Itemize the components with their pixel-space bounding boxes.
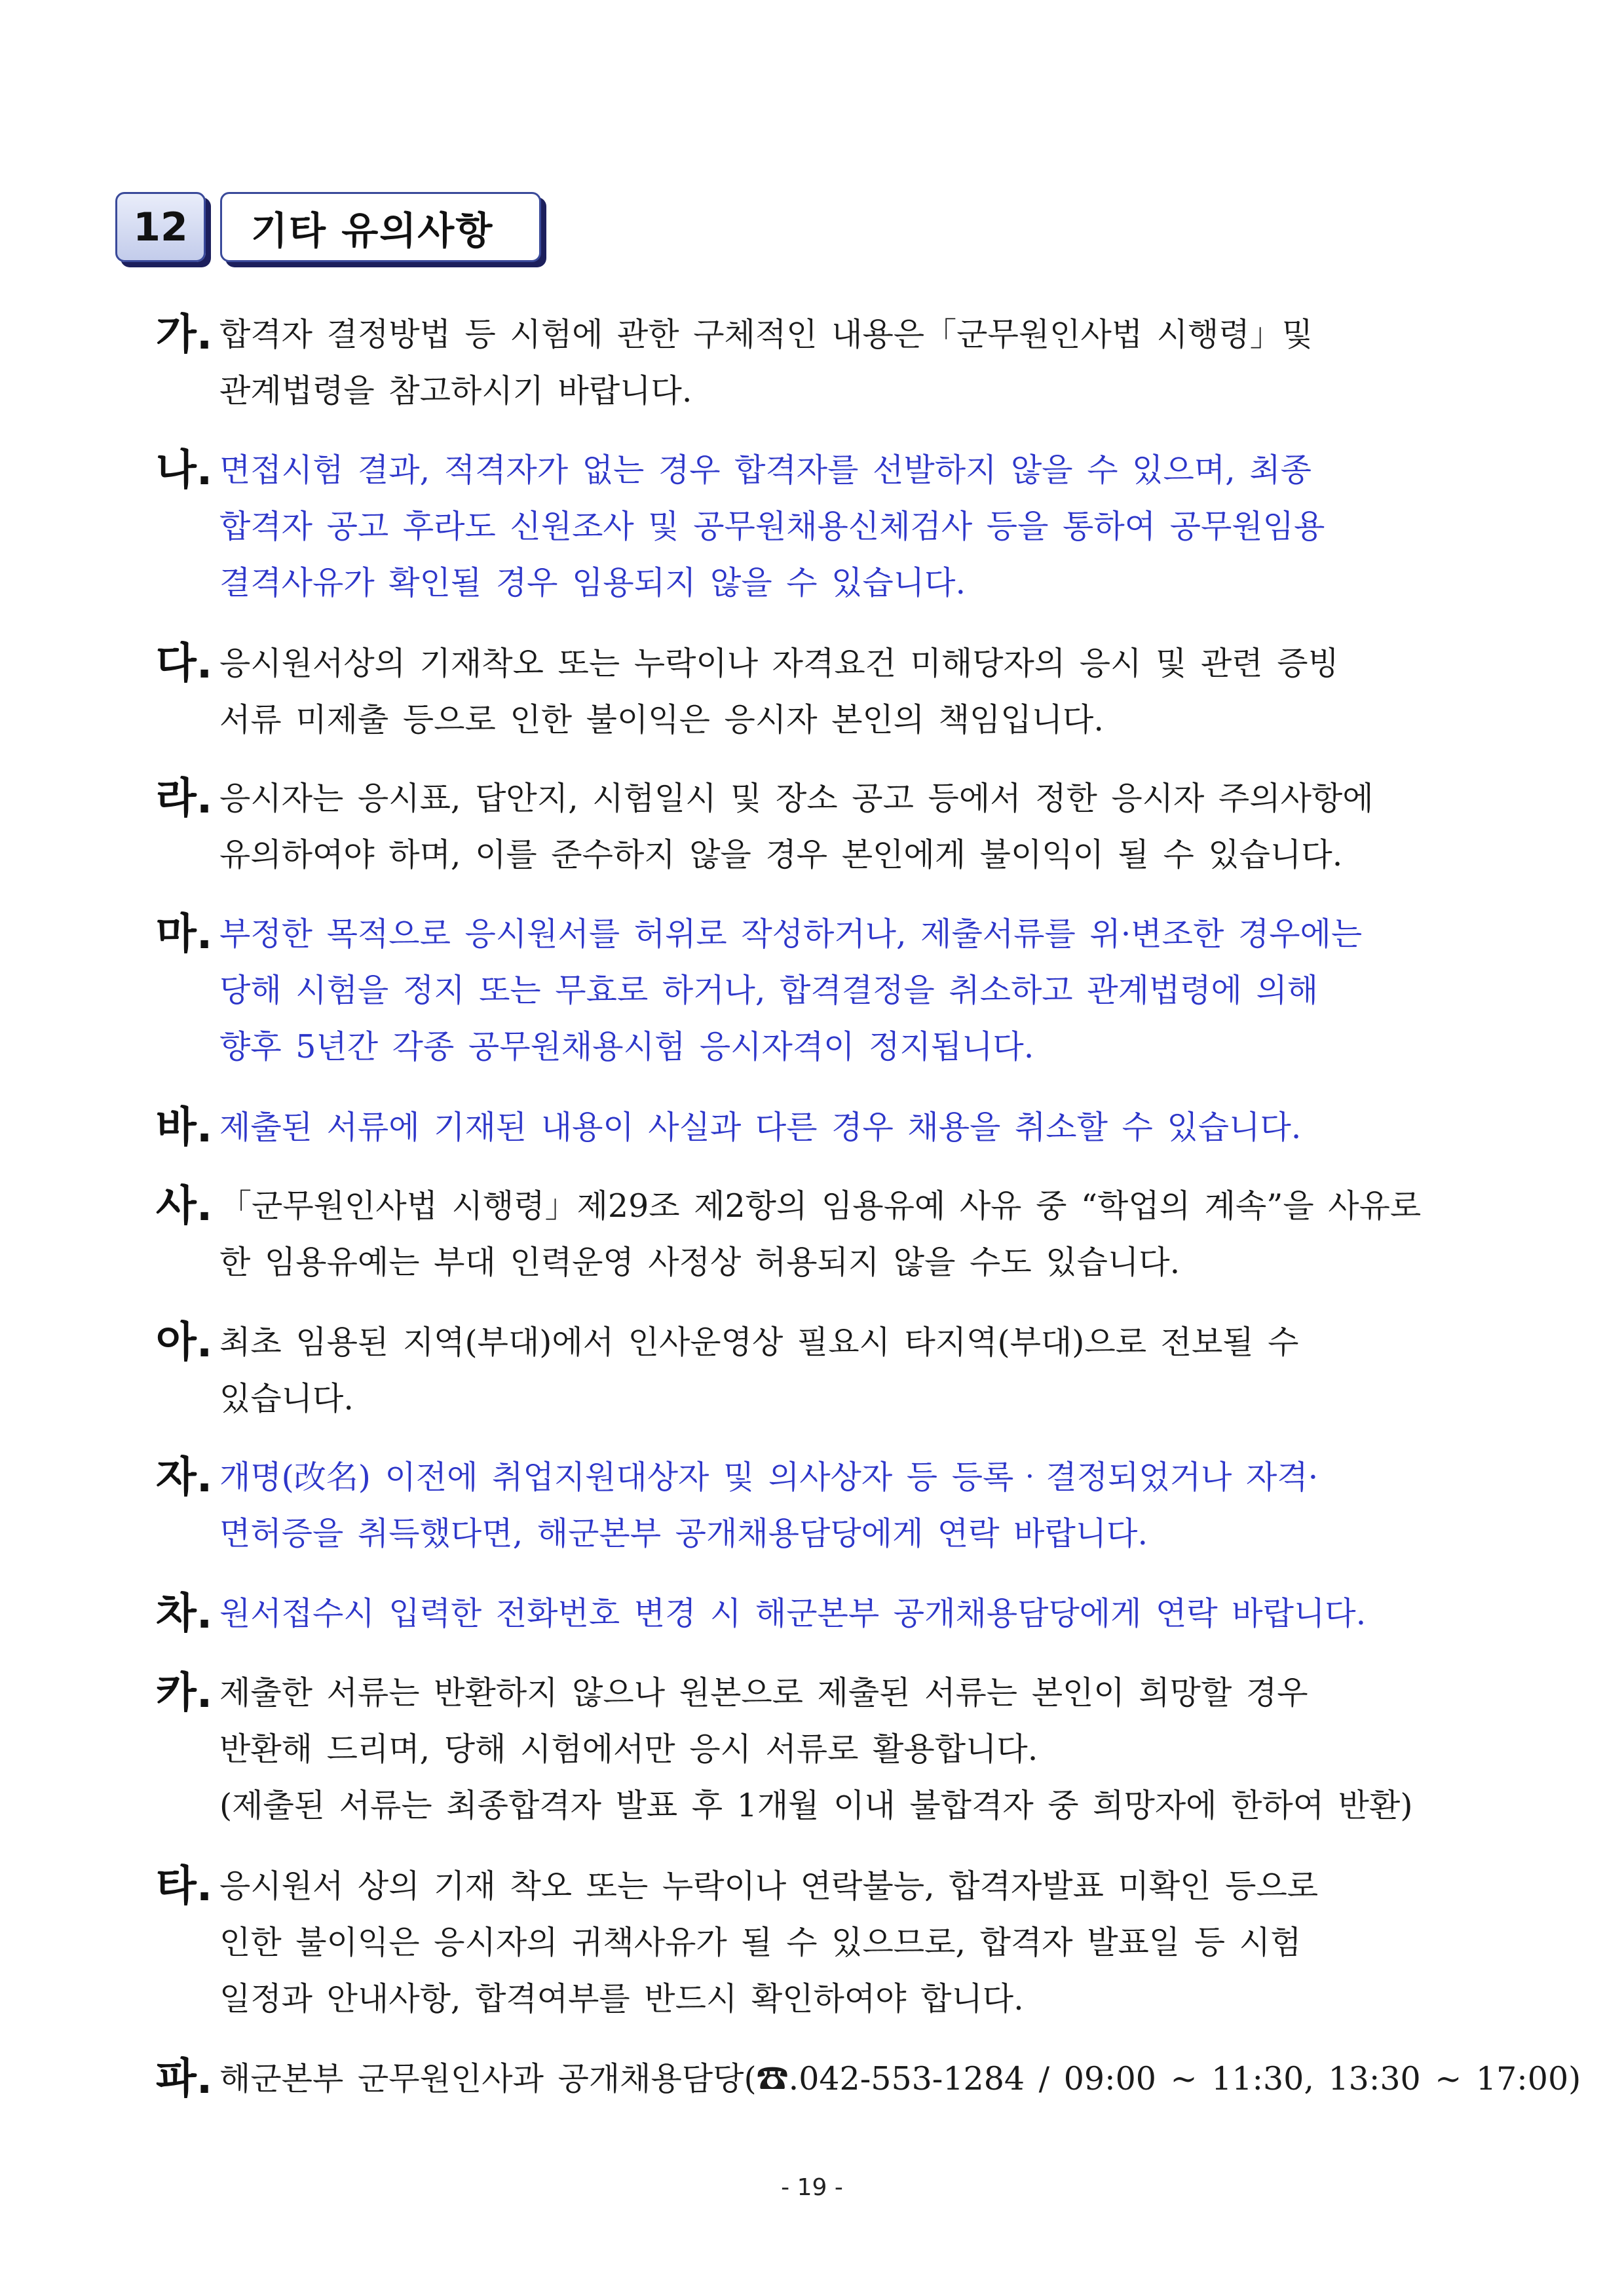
item-text: 합격자 결정방법 등 시험에 관한 구체적인 내용은「군무원인사법 시행령」및 관계법령을 참고하시기 바랍니다. (219, 316, 1313, 410)
notice-item-da (156, 636, 1486, 748)
item-text: 개명(改名) 이전에 취업지원대상자 및 의사상자 등 등록‧결정되었거나 자격· 면허증을 취득했다면, 해군본부 공개채용담당에게 연락 바랍니다. (219, 1459, 1319, 1552)
item-text: 해군본부 군무원인사과 공개채용담당(☎.042-553-1284 / 09:00 ~ 11:30, 13:30 ~ 17:00) (219, 2060, 1581, 2097)
notice-item-ta (156, 1858, 1486, 2027)
item-marker: 아. (156, 1318, 213, 1367)
notice-item-pa (156, 2051, 1581, 2107)
notice-item-na (156, 442, 1486, 611)
item-text: 응시원서 상의 기재 착오 또는 누락이나 연락불능, 합격자발표 미확인 등으로 인한 불이익은 응시자의 귀책사유가 될 수 있으므로, 합격자 발표일 등 시험 일정과 안내사항, 합격여부를 반드시 확인하여야 합니다. (219, 1867, 1319, 2018)
item-marker: 바. (156, 1103, 213, 1152)
item-text: 제출된 서류에 기재된 내용이 사실과 다른 경우 채용을 취소할 수 있습니다. (219, 1109, 1302, 1146)
item-marker: 마. (156, 910, 213, 959)
notice-item-a (156, 1314, 1486, 1427)
item-marker: 차. (156, 1590, 213, 1638)
section-title: 기타 유의사항 (220, 192, 541, 262)
item-marker: 파. (156, 2055, 213, 2103)
item-marker: 나. (156, 446, 213, 495)
notice-item-cha (156, 1586, 1486, 1642)
item-marker: 라. (156, 775, 213, 823)
notice-item-ja (156, 1449, 1486, 1562)
item-text: 「군무원인사법 시행령」제29조 제2항의 임용유예 사유 중 “학업의 계속”을 사유로 한 임용유예는 부대 인력운영 사정상 허용되지 않을 수도 있습니다. (219, 1187, 1422, 1281)
notice-item-sa (156, 1178, 1486, 1291)
item-marker: 가. (156, 311, 213, 359)
item-text: 응시원서상의 기재착오 또는 누락이나 자격요건 미해당자의 응시 및 관련 증빙 서류 미제출 등으로 인한 불이익은 응시자 본인의 책임입니다. (219, 645, 1339, 738)
item-text: 최초 임용된 지역(부대)에서 인사운영상 필요시 타지역(부대)으로 전보될 수 있습니다. (219, 1324, 1299, 1417)
notice-item-ma (156, 906, 1486, 1075)
item-marker: 타. (156, 1862, 213, 1911)
item-text: 제출한 서류는 반환하지 않으나 원본으로 제출된 서류는 본인이 희망할 경우 반환해 드리며, 당해 시험에서만 응시 서류로 활용합니다. (제출된 서류는 최종합격자 발표 후 1개월 이내 불합격자 중 희망자에 한하여 반환) (219, 1674, 1413, 1824)
item-marker: 사. (156, 1182, 213, 1231)
notice-item-ga (156, 307, 1486, 419)
section-number-badge: 12 (115, 192, 206, 262)
item-marker: 카. (156, 1669, 213, 1717)
item-text: 부정한 목적으로 응시원서를 허위로 작성하거나, 제출서류를 위·변조한 경우에는 당해 시험을 정지 또는 무효로 하거나, 합격결정을 취소하고 관계법령에 의해 향후 5년간 각종 공무원채용시험 응시자격이 정지됩니다. (219, 915, 1363, 1065)
notice-item-ba (156, 1100, 1486, 1156)
notice-item-ka (156, 1665, 1486, 1834)
item-text: 원서접수시 입력한 전화번호 변경 시 해군본부 공개채용담당에게 연락 바랍니다. (219, 1595, 1367, 1632)
item-text: 면접시험 결과, 적격자가 없는 경우 합격자를 선발하지 않을 수 있으며, 최종 합격자 공고 후라도 신원조사 및 공무원채용신체검사 등을 통하여 공무원임용 결격사유가 확인될 경우 임용되지 않을 수 있습니다. (219, 451, 1325, 602)
item-text: 응시자는 응시표, 답안지, 시험일시 및 장소 공고 등에서 정한 응시자 주의사항에 유의하여야 하며, 이를 준수하지 않을 경우 본인에게 불이익이 될 수 있습니다. (219, 780, 1374, 873)
item-marker: 자. (156, 1453, 213, 1502)
item-marker: 다. (156, 640, 213, 688)
notice-item-ra (156, 771, 1486, 883)
page-number: - 19 - (781, 2174, 843, 2201)
